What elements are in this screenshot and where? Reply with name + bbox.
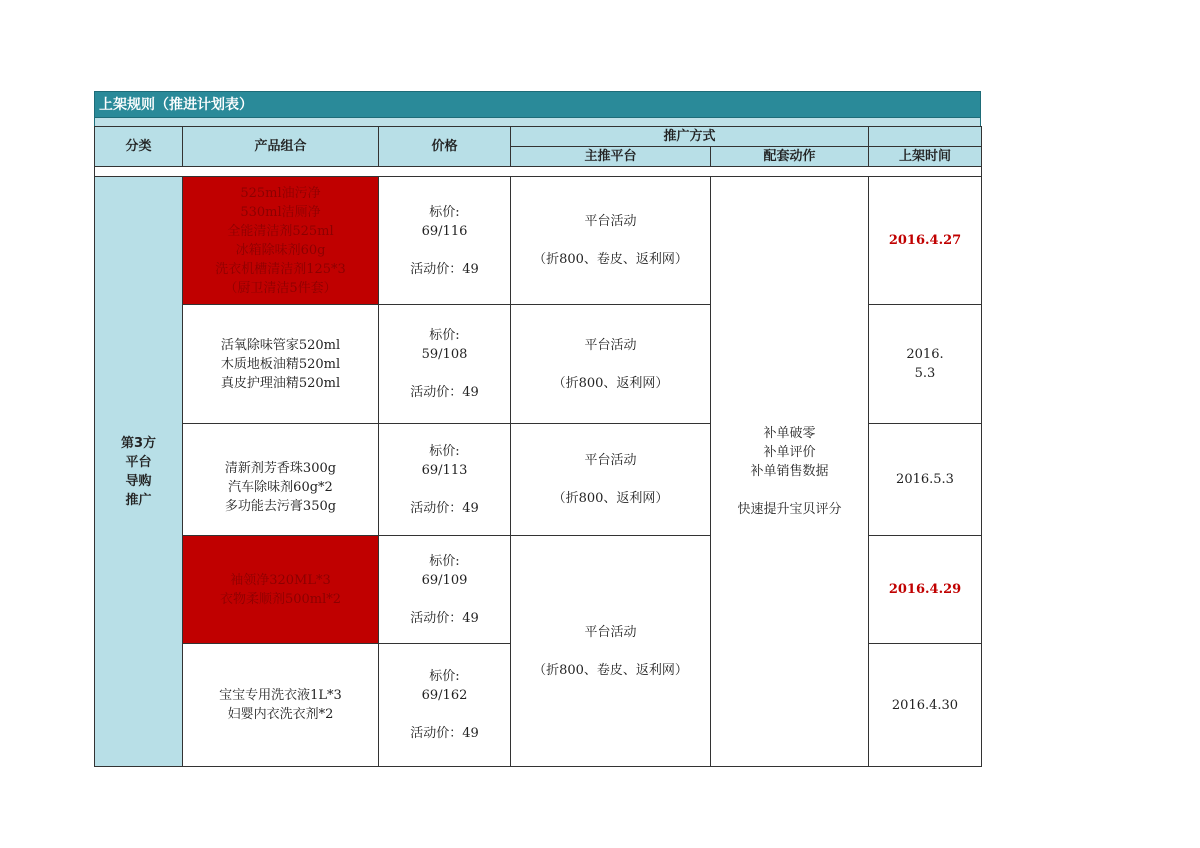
- product-line: 木质地板油精520ml: [220, 356, 341, 372]
- list-price-label: 标价:: [429, 204, 460, 220]
- category-line: 平台: [125, 454, 152, 470]
- header-product: 产品组合: [183, 127, 379, 167]
- product-line: 真皮护理油精520ml: [220, 375, 341, 391]
- list-price-label: 标价:: [429, 553, 460, 569]
- header-blank: [869, 127, 982, 147]
- price-cell: [379, 305, 511, 424]
- listing-date: 2016.4.30: [869, 644, 982, 767]
- list-price: 69/113: [421, 462, 468, 478]
- product-line: 妇婴内衣洗衣剂*2: [227, 707, 334, 722]
- platform-cell: [511, 305, 711, 424]
- promo-price: 活动价：49: [410, 385, 479, 400]
- header-support-action: 配套动作: [711, 147, 869, 167]
- header-main-platform: 主推平台: [511, 147, 711, 167]
- product-line: 袖领净320ML*3: [230, 572, 331, 588]
- list-price: 69/116: [421, 223, 468, 239]
- promo-price: 活动价：49: [410, 610, 479, 626]
- promo-price: 活动价：49: [410, 726, 479, 741]
- listing-date-line: 2016.: [906, 347, 944, 362]
- title-stripe: [94, 118, 981, 126]
- promo-price: 活动价：49: [410, 261, 479, 277]
- product-line: 活氧除味管家520ml: [220, 337, 341, 353]
- list-price: 69/109: [421, 572, 468, 588]
- support-action-line: 补单破零: [763, 426, 816, 441]
- product-line: 530ml洁厕净: [240, 204, 321, 220]
- category-line: 第3方: [120, 435, 157, 451]
- product-line: 宝宝专用洗衣液1L*3: [219, 688, 342, 703]
- support-action-line: 快速提升宝贝评分: [737, 502, 842, 517]
- category-cell: [95, 177, 183, 767]
- product-line: 多功能去污膏350g: [224, 499, 337, 514]
- price-cell: [379, 644, 511, 767]
- product-cell: [183, 305, 379, 424]
- listing-date: 2016.5.3: [869, 424, 982, 536]
- platform-cell: [511, 536, 711, 767]
- category-line: 推广: [125, 492, 152, 508]
- platform-detail: （折800、返利网）: [552, 491, 669, 506]
- category-line: 导购: [125, 473, 152, 489]
- platform-detail: （折800、卷皮、返利网）: [533, 252, 688, 267]
- platform-name: 平台活动: [584, 453, 637, 468]
- product-line: 525ml油污净: [240, 185, 321, 201]
- product-line: （厨卫清洁5件套）: [224, 280, 337, 296]
- list-price: 69/162: [421, 688, 468, 703]
- list-price-label: 标价:: [429, 669, 460, 684]
- support-action-cell: [711, 177, 869, 767]
- listing-date: 2016.4.27: [869, 177, 982, 305]
- sheet-title: 上架规则（推进计划表）: [94, 91, 981, 118]
- platform-detail: （折800、返利网）: [552, 375, 669, 391]
- platform-name: 平台活动: [584, 214, 637, 229]
- product-line: 衣物柔顺剂500ml*2: [219, 591, 342, 607]
- list-price-label: 标价:: [429, 443, 460, 459]
- price-cell: [379, 424, 511, 536]
- product-cell: [183, 177, 379, 305]
- listing-date: 2016.4.29: [869, 536, 982, 644]
- price-cell: [379, 177, 511, 305]
- header-price: 价格: [379, 127, 511, 167]
- platform-cell: [511, 424, 711, 536]
- product-line: 洗衣机槽清洁剂125*3: [215, 261, 346, 277]
- product-line: 冰箱除味剂60g: [235, 242, 326, 258]
- product-line: 清新剂芳香珠300g: [224, 461, 337, 476]
- platform-name: 平台活动: [584, 337, 637, 353]
- product-line: 全能清洁剂525ml: [227, 223, 334, 239]
- listing-date: [869, 305, 982, 424]
- support-action-line: 补单评价: [763, 445, 816, 460]
- support-action-line: [711, 481, 868, 500]
- plan-table: [94, 126, 982, 767]
- platform-cell: [511, 177, 711, 305]
- header-listing-time: 上架时间: [869, 147, 982, 167]
- promo-price: 活动价：49: [410, 500, 479, 516]
- price-cell: [379, 536, 511, 644]
- platform-detail: （折800、卷皮、返利网）: [533, 662, 688, 678]
- list-price: 59/108: [421, 347, 468, 362]
- product-cell: [183, 424, 379, 536]
- product-line: 汽车除味剂60g*2: [228, 480, 333, 495]
- header-category: 分类: [95, 127, 183, 167]
- product-cell: [183, 536, 379, 644]
- support-action-line: 补单销售数据: [750, 464, 829, 479]
- list-price-label: 标价:: [429, 328, 460, 343]
- listing-date-line: 5.3: [914, 366, 936, 381]
- product-cell: [183, 644, 379, 767]
- platform-name: 平台活动: [584, 624, 637, 640]
- header-promotion: 推广方式: [511, 127, 869, 147]
- spacer-row: [95, 167, 982, 177]
